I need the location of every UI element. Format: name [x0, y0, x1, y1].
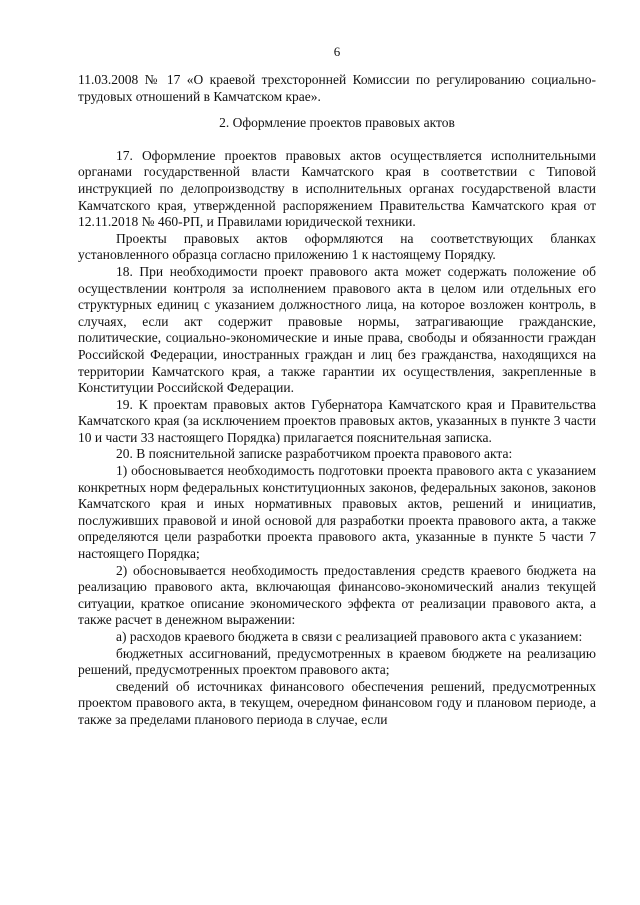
paragraph-17: 17. Оформление проектов правовых актов осуществляется исполнительными органами государственной власти Камчатского края в соответствии с Типовой инструкцией по делопроизводству в исполнительных органах государственой власти Камчатского края, утвержденной распоряжением Правительства Камчатского края от 12.11.2018 № 460-РП, и Правилами юридической техники.: [78, 147, 596, 230]
document-body: [78, 72, 596, 729]
paragraph-budget-allocations: бюджетных ассигнований, предусмотренных в краевом бюджете на реализацию решений, предусмотренных проектом правового акта;: [78, 645, 596, 678]
paragraph-18: 18. При необходимости проект правового акта может содержать положение об осуществлении контроля за исполнением правового акта в целом или отдельных его структурных единиц с указанием должностного лица, на которое возложен контроль, в случаях, если акт содержит правовые нормы, затрагивающие гражданские, политические, социально-экономические и иные права, свободы и обязанности граждан Российской Федерации, иностранных граждан и лиц без гражданства, находящихся на территории Камчатского края, а также гарантии их осуществления, закрепленные в Конституции Российской Федерации.: [78, 263, 596, 396]
paragraph-continuation: 11.03.2008 № 17 «О краевой трехсторонней Комиссии по регулированию социально-трудовых отношений в Камчатском крае».: [78, 72, 596, 104]
paragraph-funding-sources: сведений об источниках финансового обеспечения решений, предусмотренных проектом правового акта, в текущем, очередном финансовом году и плановом периоде, а также за пределами планового периода в случае, если: [78, 678, 596, 727]
paragraph-20-item-2a: а) расходов краевого бюджета в связи с реализацией правового акта с указанием:: [116, 629, 583, 644]
section-title: 2. Оформление проектов правовых актов: [219, 115, 455, 131]
paragraph-20-item-1: 1) обосновывается необходимость подготовки проекта правового акта с указанием конкретных норм федеральных конституционных законов, федеральных законов, законов Камчатского края и иных нормативных правовых актов, решений и инициатив, послуживших правовой и иной основой для разработки проекта правового акта, а также определяются цели разработки проекта правового акта, указанные в пункте 5 части 7 настоящего Порядка;: [78, 463, 596, 562]
paragraph-20-item-2: 2) обосновывается необходимость предоставления средств краевого бюджета на реализацию правового акта, включающая финансово-экономический анализ текущей ситуации, краткое описание экономического эффекта от реализации правового акта, а также расчет в денежном выражении:: [78, 562, 596, 628]
paragraph-17-forms: Проекты правовых актов оформляются на соответствующих бланках установленного образца согласно приложению 1 к настоящему Порядку.: [78, 230, 596, 263]
paragraph-20: 20. В пояснительной записке разработчиком проекта правового акта:: [116, 446, 513, 462]
page-number: 6: [333, 44, 341, 59]
paragraph-19: 19. К проектам правовых актов Губернатора Камчатского края и Правительства Камчатского края (за исключением проектов правовых актов, указанных в пункте 3 части 10 и части 33 настоящего Порядка) прилагается пояснительная записка.: [78, 396, 596, 445]
